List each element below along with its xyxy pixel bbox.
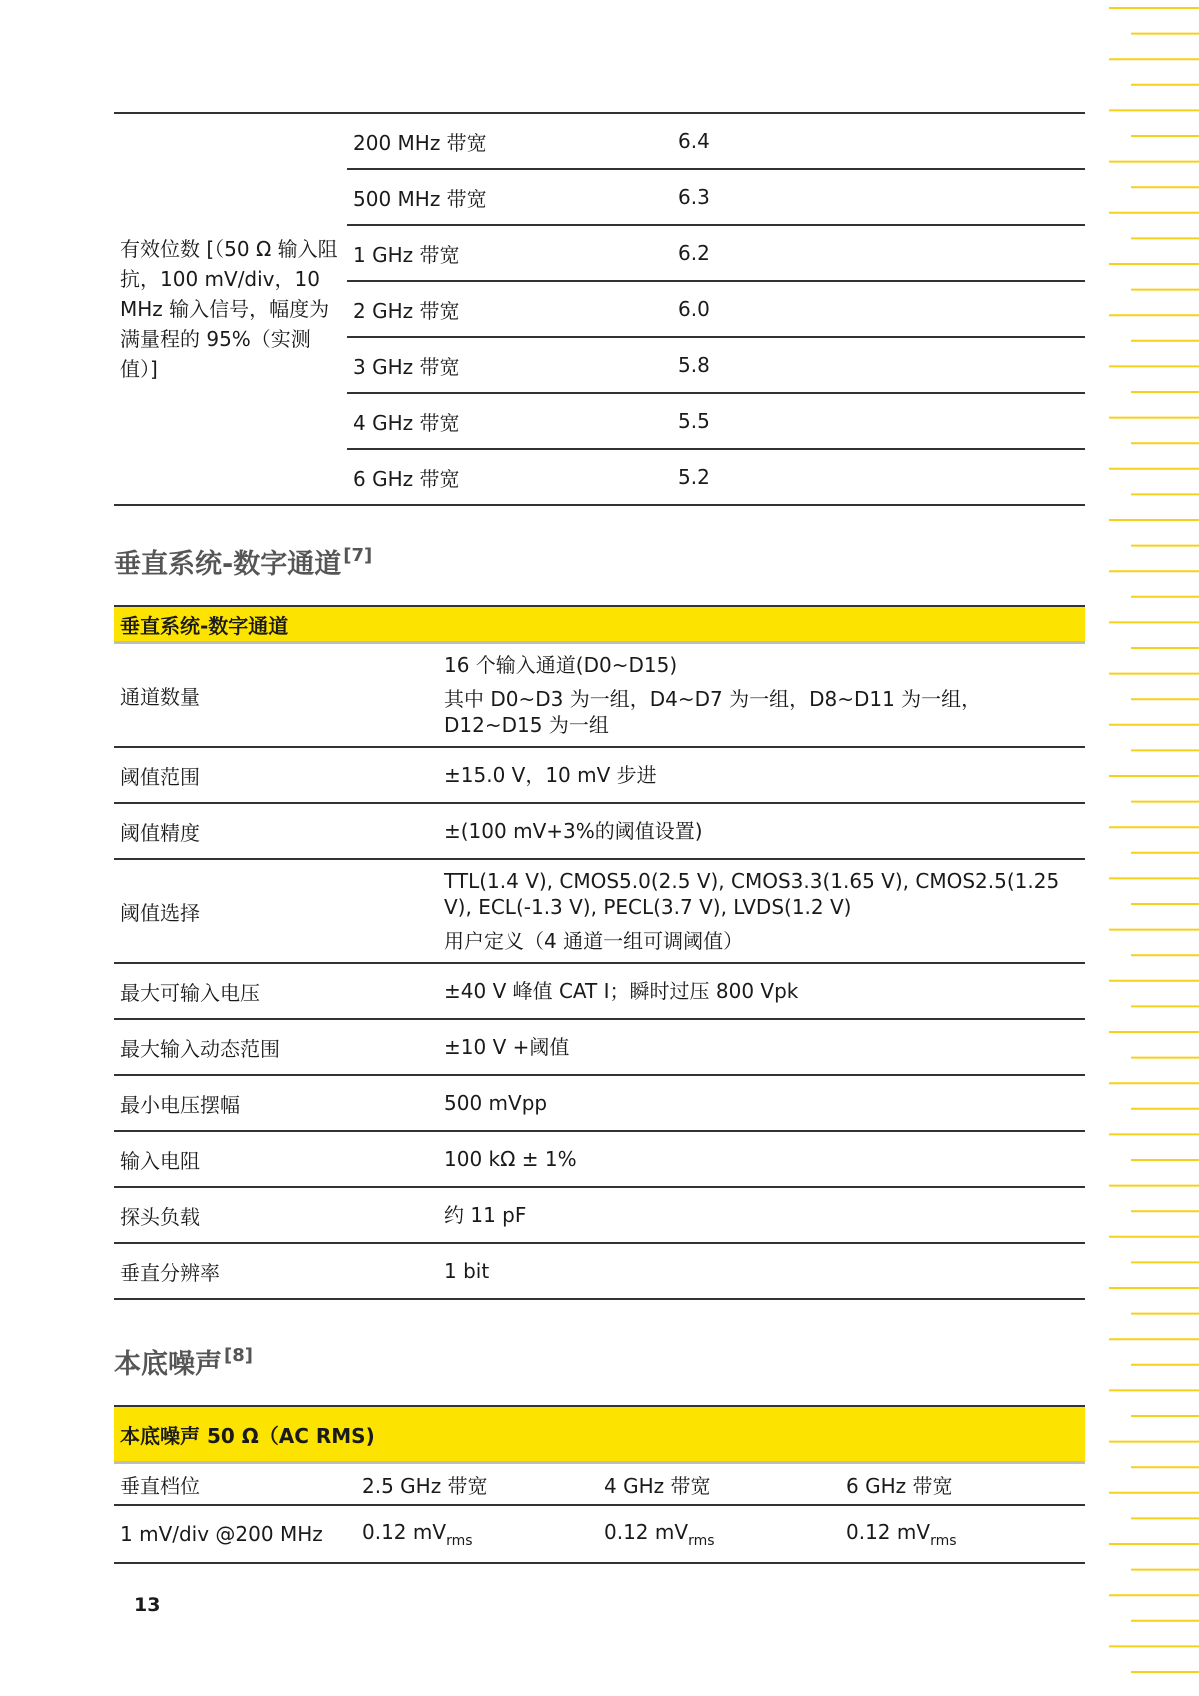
noise-col-header: 4 GHz 带宽	[598, 1463, 840, 1506]
spec-value	[438, 803, 1085, 859]
spec-value-line: ±40 V 峰值 CAT I；瞬时过压 800 Vpk	[444, 979, 799, 1003]
noise-heading-text: 本底噪声	[114, 1349, 222, 1380]
spec-value-line: ±15.0 V，10 mV 步进	[444, 763, 657, 787]
noise-data-row	[114, 1505, 1085, 1563]
noise-value-sub: rms	[446, 1532, 473, 1549]
spec-key: 阈值精度	[114, 803, 438, 859]
noise-table-header	[114, 1406, 1085, 1463]
enob-bandwidth: 2 GHz 带宽	[347, 281, 672, 337]
spec-value-line: 用户定义（4 通道一组可调阈值）	[444, 929, 744, 953]
noise-col-header: 2.5 GHz 带宽	[356, 1463, 598, 1506]
spec-row	[114, 859, 1085, 963]
spec-value	[438, 1243, 1085, 1299]
spec-row	[114, 963, 1085, 1019]
spec-value	[438, 859, 1085, 963]
enob-value: 6.0	[672, 281, 1085, 337]
spec-key: 最小电压摆幅	[114, 1075, 438, 1131]
digital-table-header-text: 垂直系统-数字通道	[114, 606, 1085, 643]
spec-value-line: 1 bit	[444, 1259, 490, 1283]
enob-table	[114, 112, 1085, 506]
spec-key: 最大可输入电压	[114, 963, 438, 1019]
noise-col-header: 6 GHz 带宽	[840, 1463, 1085, 1506]
spec-value-line: 约 11 pF	[444, 1203, 527, 1227]
spec-value	[438, 1019, 1085, 1075]
noise-value-sub: rms	[930, 1532, 957, 1549]
enob-bandwidth: 500 MHz 带宽	[347, 169, 672, 225]
enob-bandwidth: 200 MHz 带宽	[347, 113, 672, 169]
noise-heading-ref: [8]	[224, 1345, 253, 1366]
enob-value: 5.5	[672, 393, 1085, 449]
digital-heading-ref: [7]	[343, 545, 373, 566]
spec-value-line: 其中 D0~D3 为一组，D4~D7 为一组，D8~D11 为一组，D12~D15 为一组	[444, 687, 982, 737]
spec-row	[114, 803, 1085, 859]
spec-value	[438, 963, 1085, 1019]
spec-key: 通道数量	[114, 643, 438, 748]
noise-section-heading	[114, 1342, 253, 1381]
spec-value-line: 100 kΩ ± 1%	[444, 1147, 577, 1171]
spec-row	[114, 1187, 1085, 1243]
spec-row	[114, 643, 1085, 748]
spec-row	[114, 1131, 1085, 1187]
noise-value	[356, 1505, 598, 1563]
spec-value-line: 16 个输入通道(D0~D15)	[444, 653, 678, 677]
noise-value-text: 0.12 mV	[846, 1519, 931, 1544]
spec-key: 阈值选择	[114, 859, 438, 963]
enob-value: 5.8	[672, 337, 1085, 393]
noise-column-headers	[114, 1463, 1085, 1506]
spec-row	[114, 1075, 1085, 1131]
spec-value	[438, 747, 1085, 803]
noise-value	[840, 1505, 1085, 1563]
spec-value-line: ±10 V +阈值	[444, 1035, 570, 1059]
noise-table-header-text: 本底噪声 50 Ω（AC RMS)	[114, 1406, 1085, 1463]
enob-label: 有效位数 [（50 Ω 输入阻抗，100 mV/div，10 MHz 输入信号，幅度为满量程的 95%（实测值）]	[114, 113, 347, 505]
spec-value	[438, 1131, 1085, 1187]
enob-bandwidth: 4 GHz 带宽	[347, 393, 672, 449]
digital-section-heading	[114, 542, 372, 581]
spec-row	[114, 1243, 1085, 1299]
spec-key: 垂直分辨率	[114, 1243, 438, 1299]
noise-value-sub: rms	[688, 1532, 715, 1549]
spec-value	[438, 1075, 1085, 1131]
enob-value: 5.2	[672, 449, 1085, 505]
spec-value-line: ±(100 mV+3%的阈值设置)	[444, 819, 703, 843]
digital-table-header	[114, 606, 1085, 643]
enob-bandwidth: 1 GHz 带宽	[347, 225, 672, 281]
spec-key: 探头负载	[114, 1187, 438, 1243]
digital-heading-text: 垂直系统-数字通道	[114, 549, 342, 580]
spec-value-line: TTL(1.4 V), CMOS5.0(2.5 V), CMOS3.3(1.65 V), CMOS2.5(1.25 V), ECL(-1.3 V), PECL(3.7 V), LVDS(1.2 V)	[444, 869, 1060, 919]
enob-bandwidth: 3 GHz 带宽	[347, 337, 672, 393]
page-number: 13	[134, 1594, 161, 1616]
spec-key: 最大输入动态范围	[114, 1019, 438, 1075]
page-content	[114, 112, 1085, 1549]
decorative-stripes	[1109, 0, 1199, 1696]
noise-table	[114, 1405, 1085, 1564]
spec-value-line: 500 mVpp	[444, 1091, 548, 1115]
spec-key: 输入电阻	[114, 1131, 438, 1187]
enob-value: 6.3	[672, 169, 1085, 225]
spec-value	[438, 1187, 1085, 1243]
noise-value-text: 0.12 mV	[604, 1519, 689, 1544]
enob-bandwidth: 6 GHz 带宽	[347, 449, 672, 505]
spec-row	[114, 1019, 1085, 1075]
noise-value-text: 0.12 mV	[362, 1519, 447, 1544]
enob-value: 6.4	[672, 113, 1085, 169]
noise-col-header: 垂直档位	[114, 1463, 356, 1506]
spec-key: 阈值范围	[114, 747, 438, 803]
spec-row	[114, 747, 1085, 803]
digital-spec-table	[114, 605, 1085, 1300]
enob-row	[114, 113, 1085, 169]
enob-value: 6.2	[672, 225, 1085, 281]
spec-value	[438, 643, 1085, 748]
noise-value	[598, 1505, 840, 1563]
noise-row-label: 1 mV/div @200 MHz	[114, 1505, 356, 1563]
